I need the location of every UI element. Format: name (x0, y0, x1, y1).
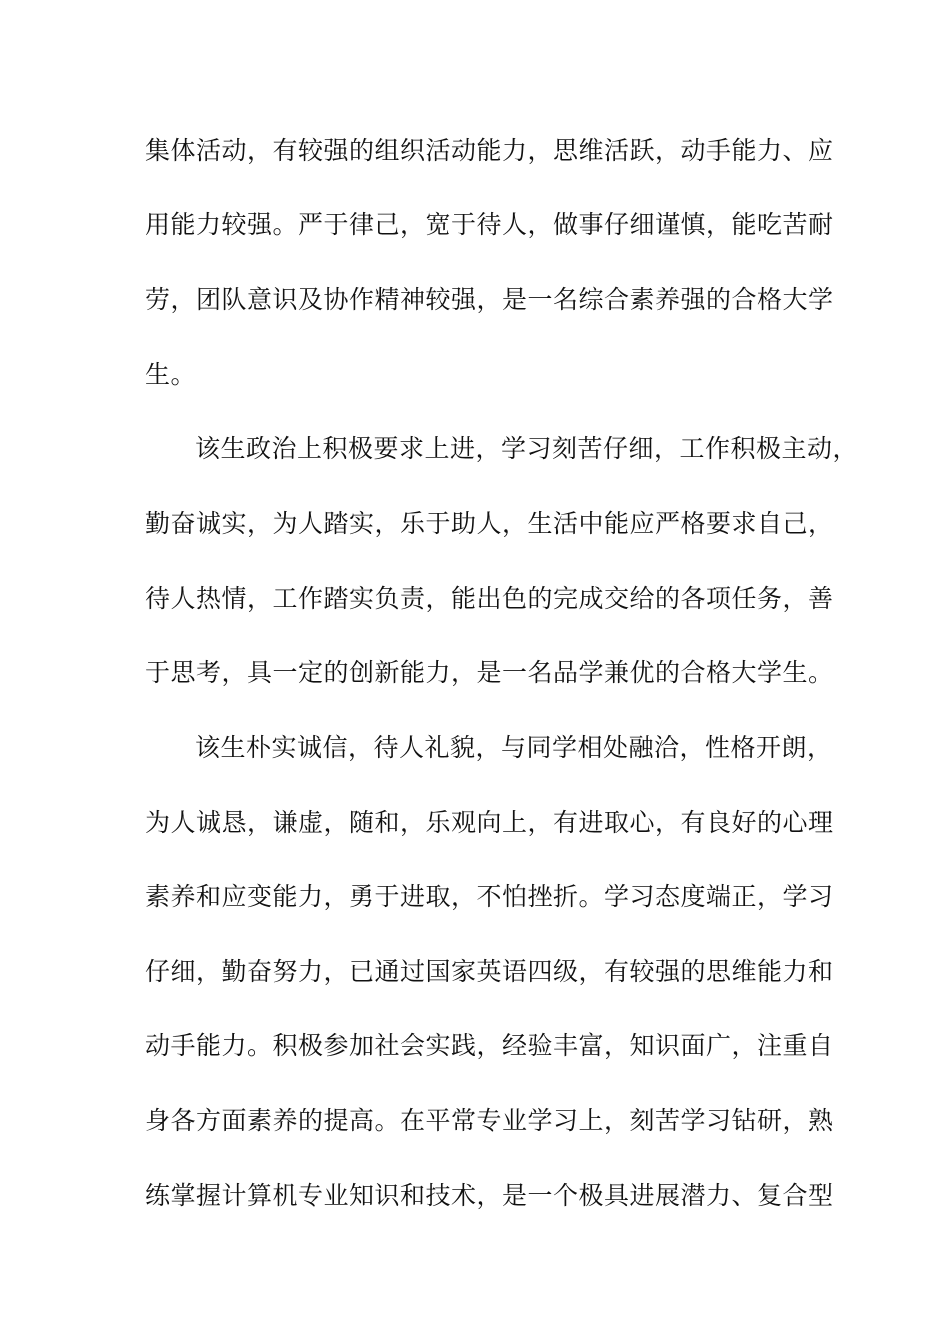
text-line: 练掌握计算机专业知识和技术，是一个极具进展潜力、复合型 (145, 1181, 834, 1210)
text-line: 为人诚恳，谦虚，随和，乐观向上，有进取心，有良好的心理 (145, 808, 834, 837)
text-line: 于思考，具一定的创新能力，是一名品学兼优的合格大学生。 (145, 658, 834, 687)
text-line: 动手能力。积极参加社会实践，经验丰富，知识面广，注重自 (145, 1031, 834, 1060)
text-line: 生。 (145, 360, 197, 389)
text-line: 身各方面素养的提高。在平常专业学习上，刻苦学习钻研，熟 (145, 1106, 834, 1135)
text-line: 勤奋诚实，为人踏实，乐于助人，生活中能应严格要求自己， (145, 509, 834, 538)
text-line: 仔细，勤奋努力，已通过国家英语四级，有较强的思维能力和 (145, 957, 834, 986)
text-line: 待人热情，工作踏实负责，能出色的完成交给的各项任务，善 (145, 584, 834, 613)
text-line: 素养和应变能力，勇于进取，不怕挫折。学习态度端正，学习 (145, 882, 834, 911)
text-line: 劳，团队意识及协作精神较强，是一名综合素养强的合格大学 (145, 285, 834, 314)
text-line: 该生朴实诚信，待人礼貌，与同学相处融洽，性格开朗， (195, 733, 833, 762)
text-line: 集体活动，有较强的组织活动能力，思维活跃，动手能力、应 (145, 136, 834, 165)
text-line: 用能力较强。严于律己，宽于待人，做事仔细谨慎，能吃苦耐 (145, 210, 834, 239)
text-line: 该生政治上积极要求上进，学习刻苦仔细，工作积极主动， (195, 434, 859, 463)
